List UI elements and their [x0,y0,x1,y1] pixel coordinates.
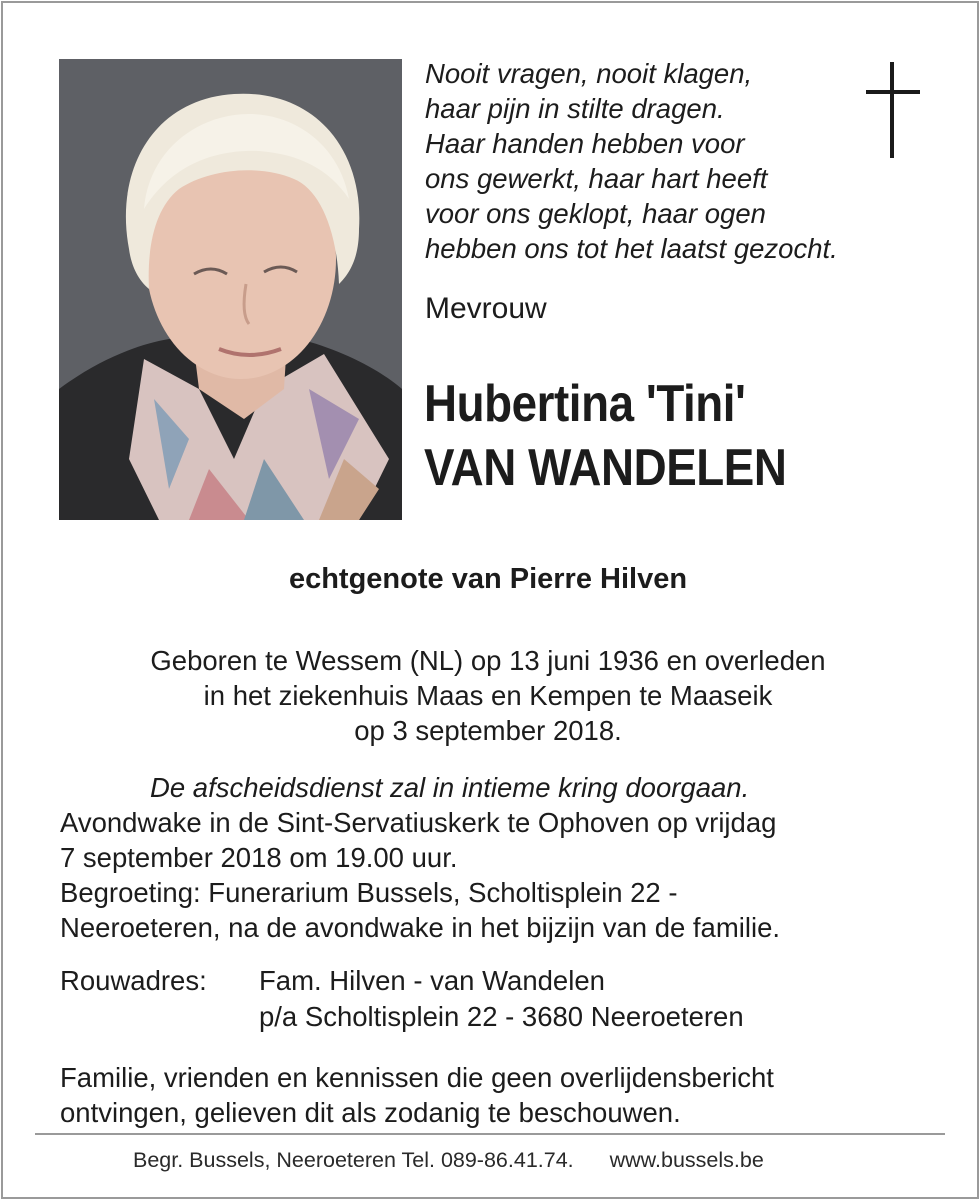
poem-line: voor ons geklopt, haar ogen [425,198,766,229]
service-intro: De afscheidsdienst zal in intieme kring doorgaan. [150,772,750,803]
name-last: VAN WANDELEN [424,439,787,497]
birth-death-info [0,643,976,748]
address-line-1: Fam. Hilven - van Wandelen [259,965,605,996]
service-line: 7 september 2018 om 19.00 uur. [60,842,458,873]
deceased-name [424,372,882,500]
closing-line: Familie, vrienden en kennissen die geen overlijdensbericht [60,1062,774,1093]
footer-url[interactable]: www.bussels.be [609,1148,764,1172]
name-first: Hubertina 'Tini' [424,375,746,433]
service-line: Avondwake in de Sint-Servatiuskerk te Ophoven op vrijdag [60,807,777,838]
spouse-line: echtgenote van Pierre Hilven [288,563,688,595]
birth-line: op 3 september 2018. [354,715,622,746]
poem [425,56,905,266]
service-line: Neeroeteren, na de avondwake in het bijzijn van de familie. [60,912,781,943]
birth-line: in het ziekenhuis Maas en Kempen te Maaseik [203,680,773,711]
poem-line: hebben ons tot het laatst gezocht. [425,233,838,264]
address-line-2: p/a Scholtisplein 22 - 3680 Neeroeteren [259,1001,744,1032]
poem-line: haar pijn in stilte dragen. [425,93,725,124]
footer-company: Begr. Bussels, Neeroeteren Tel. 089-86.41.74. [133,1148,574,1172]
address-label: Rouwadres: [60,965,207,996]
birth-line: Geboren te Wessem (NL) op 13 juni 1936 en overleden [150,645,826,676]
poem-line: ons gewerkt, haar hart heeft [425,163,768,194]
footer-divider [35,1133,945,1135]
poem-line: Haar handen hebben voor [425,128,745,159]
honorific: Mevrouw [425,292,547,325]
footer [133,1148,764,1173]
poem-line: Nooit vragen, nooit klagen, [425,58,753,89]
service-line: Begroeting: Funerarium Bussels, Scholtisplein 22 - [60,877,678,908]
service-info [60,770,940,945]
closing-note [60,1060,940,1130]
portrait-photo [59,59,402,520]
closing-line: ontvingen, gelieven dit als zodanig te beschouwen. [60,1097,681,1128]
